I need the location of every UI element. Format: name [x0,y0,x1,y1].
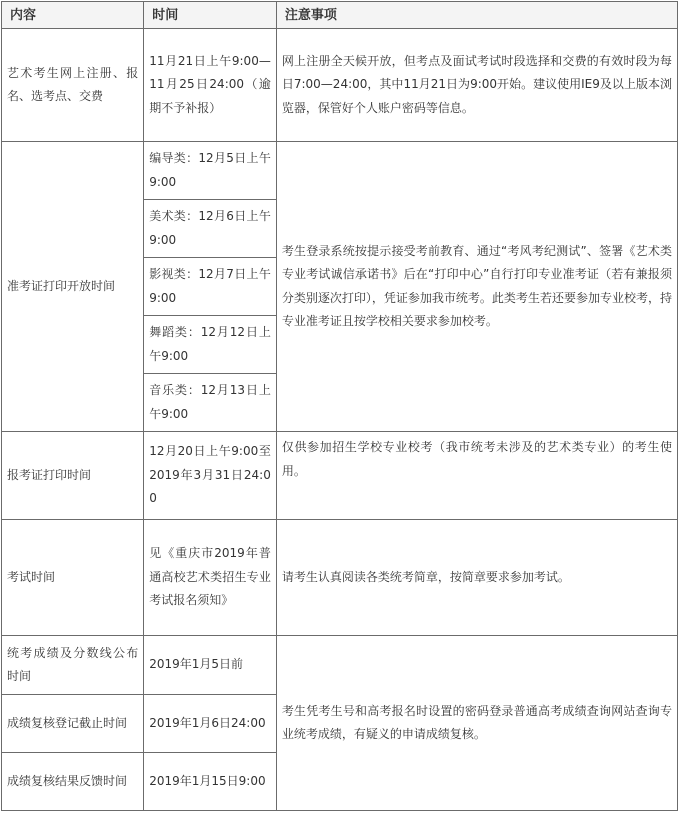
row-notes: 请考生认真阅读各类统考简章，按简章要求参加考试。 [276,520,677,636]
row-notes: 网上注册全天候开放，但考点及面试考试时段选择和交费的有效时段为每日7:00—24:00，其中11月21日为9:00开始。建议使用IE9及以上版本浏览器，保管好个人账户密码等信息。 [276,29,677,142]
row-time: 音乐类：12月13日上午9:00 [144,374,277,432]
row-time: 2019年1月6日24:00 [144,695,277,753]
row-time: 11月21日上午9:00—11月25日24:00（逾期不予补报） [144,29,277,142]
row-content: 统考成绩及分数线公布时间 [2,636,144,695]
row-content: 艺术考生网上注册、报名、选考点、交费 [2,29,144,142]
row-notes: 仅供参加招生学校专业校考（我市统考未涉及的艺术类专业）的考生使用。 [276,432,677,520]
row-notes: 考生登录系统按提示接受考前教育、通过“考风考纪测试”、签署《艺术类专业考试诚信承诺书》后在“打印中心”自行打印专业准考证（若有兼报须分类别逐次打印），凭证参加我市统考。此类考生若还要参加专业校考，持专业准考证且按学校相关要求参加校考。 [276,142,677,432]
row-content: 成绩复核结果反馈时间 [2,753,144,811]
row-content: 成绩复核登记截止时间 [2,695,144,753]
row-notes: 考生凭考生号和高考报名时设置的密码登录普通高考成绩查询网站查询专业统考成绩，有疑义的申请成绩复核。 [276,636,677,811]
table-row [2,29,678,142]
row-content: 考试时间 [2,520,144,636]
row-time: 影视类：12月7日上午9:00 [144,258,277,316]
schedule-table [1,1,678,811]
header-notes: 注意事项 [276,2,677,29]
header-time: 时间 [144,2,277,29]
table-row [2,520,678,636]
table-header-row [2,2,678,29]
row-content: 准考证打印开放时间 [2,142,144,432]
table-row [2,142,678,200]
row-time: 美术类：12月6日上午9:00 [144,200,277,258]
table-row [2,636,678,695]
header-content: 内容 [2,2,144,29]
row-time: 2019年1月5日前 [144,636,277,695]
table-row [2,432,678,520]
row-time: 舞蹈类：12月12日上午9:00 [144,316,277,374]
row-time: 2019年1月15日9:00 [144,753,277,811]
row-content: 报考证打印时间 [2,432,144,520]
row-time: 编导类：12月5日上午9:00 [144,142,277,200]
row-time: 12月20日上午9:00至2019年3月31日24:00 [144,432,277,520]
row-time: 见《重庆市2019年普通高校艺术类招生专业考试报名须知》 [144,520,277,636]
